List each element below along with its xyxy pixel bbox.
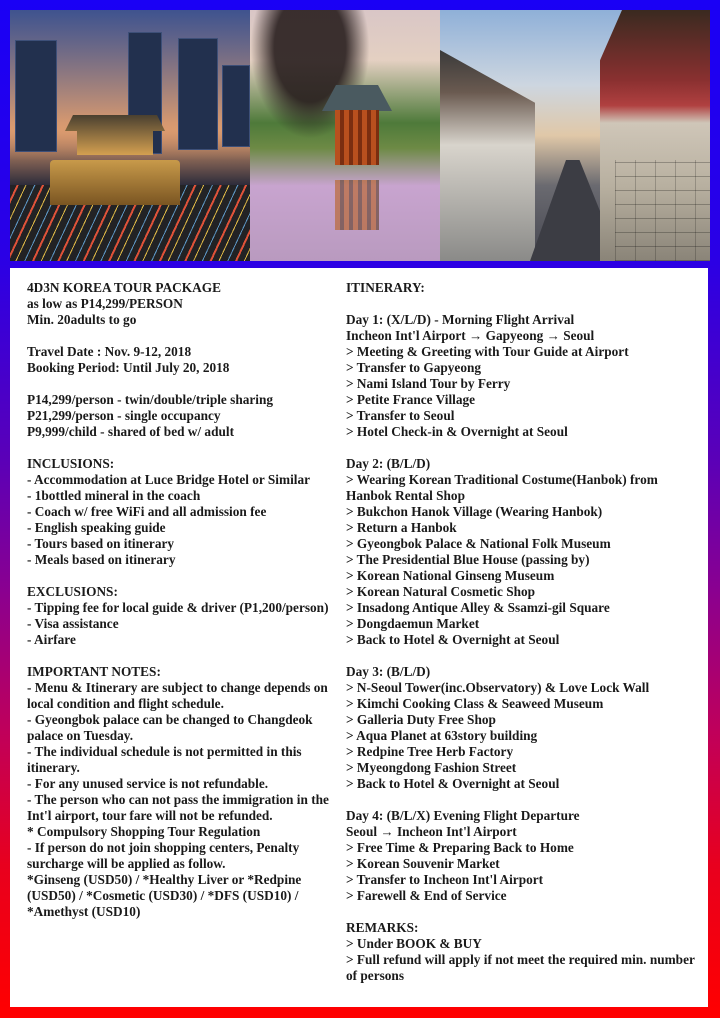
inclusions-section	[27, 456, 339, 568]
inclusion-item: - Coach w/ free WiFi and all admission fee	[27, 504, 267, 519]
travel-dates	[27, 344, 339, 376]
package-minimum: Min. 20adults to go	[27, 312, 137, 327]
remarks-section	[346, 920, 698, 984]
exclusion-item: - Tipping fee for local guide & driver (P1,200/person)	[27, 600, 329, 615]
inclusion-item: - 1bottled mineral in the coach	[27, 488, 201, 503]
pavilion-roof	[322, 85, 392, 111]
note-line: - Menu & Itinerary are subject to change depends on	[27, 680, 328, 695]
itinerary-item: > Meeting & Greeting with Tour Guide at Airport	[346, 344, 629, 359]
rate-twin: P14,299/person - twin/double/triple sharing	[27, 392, 274, 407]
day-2-heading: Day 2: (B/L/D)	[346, 456, 431, 471]
exclusions-section	[27, 584, 339, 648]
pavilion-reflection	[335, 180, 379, 230]
note-line: *Amethyst (USD10)	[27, 904, 141, 919]
itinerary-item: > Insadong Antique Alley & Ssamzi-gil Square	[346, 600, 610, 615]
note-line: *Ginseng (USD50) / *Healthy Liver or *Redpine	[27, 872, 302, 887]
remark-item: > Under BOOK & BUY	[346, 936, 482, 951]
itinerary-item: > Gyeongbok Palace & National Folk Museum	[346, 536, 611, 551]
itinerary-item: > Return a Hanbok	[346, 520, 457, 535]
inclusions-heading: INCLUSIONS:	[27, 456, 115, 471]
day-4-section	[346, 808, 698, 904]
itinerary-item: > Back to Hotel & Overnight at Seoul	[346, 776, 560, 791]
stone-wall	[615, 160, 710, 261]
itinerary-item: > Kimchi Cooking Class & Seaweed Museum	[346, 696, 604, 711]
remarks-heading: REMARKS:	[346, 920, 419, 935]
hanok-house-left	[440, 50, 535, 261]
note-line: (USD50) / *Cosmetic (USD30) / *DFS (USD10) /	[27, 888, 299, 903]
inclusion-item: - Accommodation at Luce Bridge Hotel or Similar	[27, 472, 311, 487]
itinerary-item: > Korean National Ginseng Museum	[346, 568, 555, 583]
itinerary-item: > Transfer to Seoul	[346, 408, 455, 423]
travel-date: Travel Date : Nov. 9-12, 2018	[27, 344, 192, 359]
day-4-route: Seoul → Incheon Int'l Airport	[346, 824, 517, 839]
note-line: - If person do not join shopping centers, Penalty	[27, 840, 300, 855]
banner-photo	[10, 10, 710, 261]
day-1-section	[346, 312, 698, 440]
itinerary-item: > The Presidential Blue House (passing by)	[346, 552, 590, 567]
booking-period: Booking Period: Until July 20, 2018	[27, 360, 230, 375]
day-2-section	[346, 456, 698, 648]
day-4-heading: Day 4: (B/L/X) Evening Flight Departure	[346, 808, 580, 823]
note-line: Int'l airport, tour fare will not be refunded.	[27, 808, 273, 823]
itinerary-item: > Nami Island Tour by Ferry	[346, 376, 511, 391]
itinerary-item: > Galleria Duty Free Shop	[346, 712, 496, 727]
itinerary-item: > N-Seoul Tower(inc.Observatory) & Love Lock Wall	[346, 680, 650, 695]
itinerary-heading: ITINERARY:	[346, 280, 425, 295]
itinerary-item: > Wearing Korean Traditional Costume(Hanbok) from	[346, 472, 658, 487]
package-details-column	[27, 280, 339, 920]
rate-single: P21,299/person - single occupancy	[27, 408, 221, 423]
package-header	[27, 280, 339, 328]
itinerary-column	[346, 280, 698, 984]
itinerary-item: > Hotel Check-in & Overnight at Seoul	[346, 424, 568, 439]
itinerary-item: > Dongdaemun Market	[346, 616, 480, 631]
itinerary-item: > Aqua Planet at 63story building	[346, 728, 538, 743]
namdaemun-gate-roof	[65, 115, 165, 155]
pavilion-body	[335, 110, 379, 165]
building	[15, 40, 57, 152]
itinerary-item: > Myeongdong Fashion Street	[346, 760, 517, 775]
hanok-alley-image	[440, 10, 710, 261]
itinerary-item: > Farewell & End of Service	[346, 888, 507, 903]
itinerary-item: > Transfer to Gapyeong	[346, 360, 482, 375]
itinerary-item: > Petite France Village	[346, 392, 476, 407]
package-price: as low as P14,299/PERSON	[27, 296, 183, 311]
inclusion-item: - Tours based on itinerary	[27, 536, 175, 551]
rates-list	[27, 392, 339, 440]
day-1-heading: Day 1: (X/L/D) - Morning Flight Arrival	[346, 312, 575, 327]
itinerary-item: > Korean Natural Cosmetic Shop	[346, 584, 536, 599]
note-line: - The person who can not pass the immigration in the	[27, 792, 329, 807]
rate-child: P9,999/child - shared of bed w/ adult	[27, 424, 234, 439]
note-line: * Compulsory Shopping Tour Regulation	[27, 824, 261, 839]
day-1-route: Incheon Int'l Airport → Gapyeong → Seoul	[346, 328, 595, 343]
important-notes-section	[27, 664, 339, 920]
building	[178, 38, 218, 150]
inclusion-item: - Meals based on itinerary	[27, 552, 176, 567]
inclusion-item: - English speaking guide	[27, 520, 166, 535]
building	[222, 65, 250, 147]
itinerary-item: Hanbok Rental Shop	[346, 488, 465, 503]
note-line: - For any unused service is not refundable.	[27, 776, 269, 791]
namdaemun-gate-base	[50, 160, 180, 205]
notes-heading: IMPORTANT NOTES:	[27, 664, 161, 679]
remark-item: of persons	[346, 968, 404, 983]
day-3-heading: Day 3: (B/L/D)	[346, 664, 431, 679]
itinerary-item: > Transfer to Incheon Int'l Airport	[346, 872, 544, 887]
exclusions-heading: EXCLUSIONS:	[27, 584, 118, 599]
exclusion-item: - Visa assistance	[27, 616, 119, 631]
note-line: - The individual schedule is not permitted in this	[27, 744, 302, 759]
itinerary-item: > Bukchon Hanok Village (Wearing Hanbok)	[346, 504, 603, 519]
note-line: local condition and flight schedule.	[27, 696, 224, 711]
remark-item: > Full refund will apply if not meet the required min. number	[346, 952, 695, 967]
day-3-section	[346, 664, 698, 792]
pavilion-pond-image	[250, 10, 450, 261]
note-line: surcharge will be applied as follow.	[27, 856, 226, 871]
itinerary-item: > Free Time & Preparing Back to Home	[346, 840, 574, 855]
package-title: 4D3N KOREA TOUR PACKAGE	[27, 280, 221, 295]
city-skyline-image	[10, 10, 270, 261]
note-line: palace on Tuesday.	[27, 728, 134, 743]
itinerary-item: > Korean Souvenir Market	[346, 856, 500, 871]
exclusion-item: - Airfare	[27, 632, 76, 647]
itinerary-item: > Back to Hotel & Overnight at Seoul	[346, 632, 560, 647]
note-line: itinerary.	[27, 760, 80, 775]
content-panel	[10, 268, 708, 1007]
note-line: - Gyeongbok palace can be changed to Changdeok	[27, 712, 313, 727]
itinerary-item: > Redpine Tree Herb Factory	[346, 744, 514, 759]
